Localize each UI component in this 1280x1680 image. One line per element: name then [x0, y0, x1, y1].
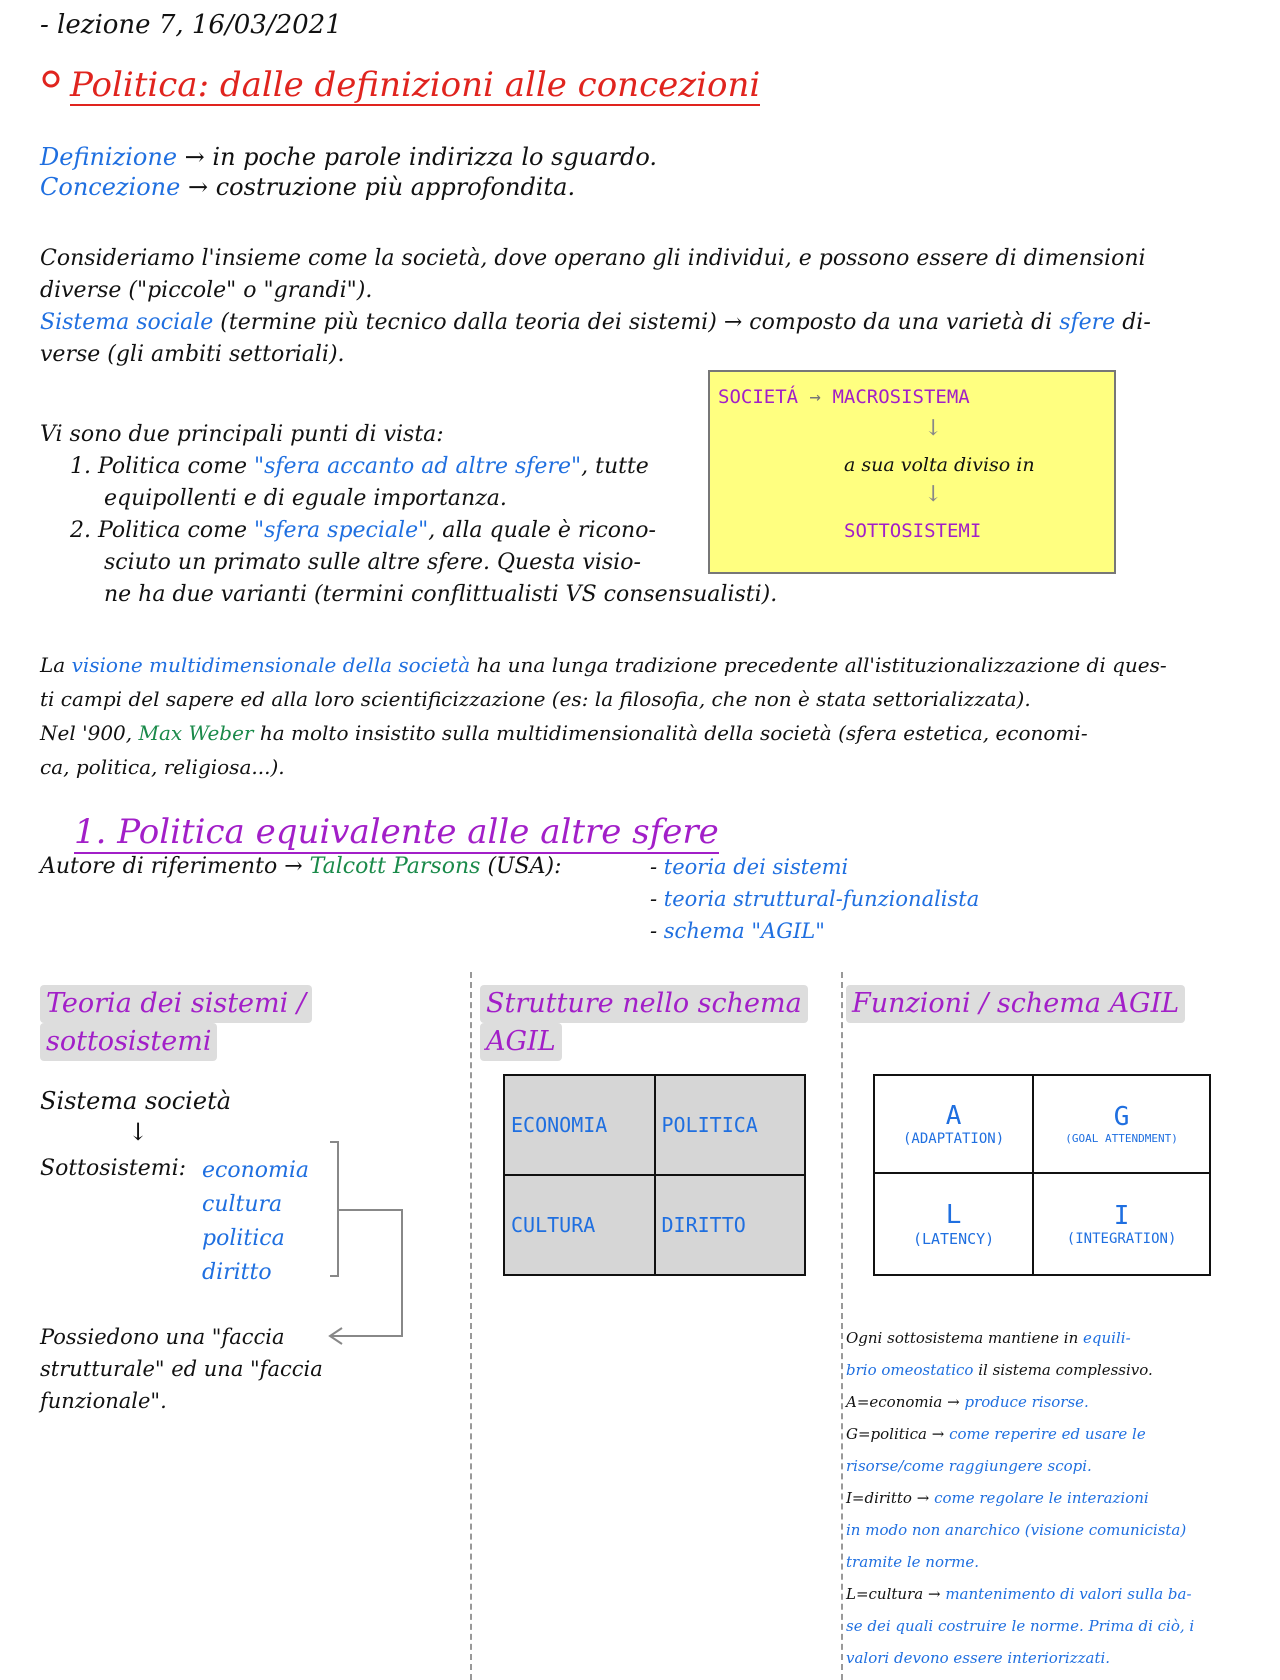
agil-grid — [873, 1074, 1211, 1276]
definizione-line — [40, 142, 657, 172]
sottosistemi-label: Sottosistemi: — [40, 1156, 187, 1181]
agil-letter: A — [945, 1100, 962, 1131]
punto-2-b: , alla quale è ricono- — [428, 518, 656, 543]
arrow-icon: → — [809, 386, 821, 408]
note-text: equili- — [1083, 1329, 1131, 1347]
para2-line4: ca, politica, religiosa...). — [40, 755, 285, 779]
note-text: mantenimento di valori sulla ba- — [945, 1585, 1192, 1603]
concezione-term: Concezione — [40, 173, 181, 201]
punto-2-c: sciuto un primato sulle altre sfere. Questa visio- — [104, 550, 641, 575]
col2-header-line: Strutture nello schema — [480, 985, 808, 1023]
bullet-text: schema "AGIL" — [663, 919, 825, 943]
concezione-line — [40, 172, 575, 202]
note-line: tramite le norme. — [846, 1553, 980, 1571]
down-arrow-icon: ↓ — [924, 482, 943, 507]
lecture-header: - lezione 7, 16/03/2021 — [40, 10, 342, 40]
definizione-text: in poche parole indirizza lo sguardo. — [212, 143, 658, 171]
col1-header-line: Teoria dei sistemi / — [40, 985, 312, 1023]
agil-label: (LATENCY) — [912, 1229, 995, 1248]
para2-rest1: ha una lunga tradizione precedente all'istituzionalizzazione di ques- — [476, 653, 1167, 677]
para2-la: La — [40, 653, 66, 677]
para1-line1: Consideriamo l'insieme come la società, dove operano gli individui, e possono essere di dimensioni — [40, 246, 1146, 271]
usa-label: (USA): — [487, 854, 562, 879]
possiedono-line: funzionale". — [40, 1389, 167, 1413]
bullet-text: teoria struttural-funzionalista — [663, 887, 980, 911]
punto-1-a: 1. Politica come — [70, 454, 247, 479]
autore-label: Autore di riferimento — [40, 854, 278, 879]
note-text: come reperire ed usare le — [949, 1425, 1146, 1443]
col2-header — [480, 985, 808, 1061]
sistema-sociale-line — [40, 308, 1151, 338]
section1-title: 1. Politica equivalente alle altre sfere — [74, 812, 719, 852]
note-text: come regolare le interazioni — [934, 1489, 1149, 1507]
para2-line3 — [40, 718, 1088, 748]
para1-line2: diverse ("piccole" o "grandi"). — [40, 278, 373, 303]
bracket-arrow-icon — [300, 1140, 410, 1380]
note-text: A=economia — [846, 1393, 943, 1411]
note-line — [846, 1322, 1276, 1354]
arrow-icon: → — [284, 854, 303, 879]
visione-multidimensionale: visione multidimensionale della società — [71, 653, 471, 677]
sistema-sociale-text2: composto da una varietà di — [749, 310, 1053, 335]
arrow-icon: → — [723, 310, 743, 335]
col3-header-line: Funzioni / schema AGIL — [846, 985, 1185, 1023]
punto-1 — [70, 452, 649, 482]
agil-letter: L — [945, 1199, 962, 1230]
di-word: di- — [1122, 310, 1151, 335]
sistema-sociale-term: Sistema sociale — [40, 310, 214, 335]
title-bullet — [40, 68, 62, 94]
col2-header-line: AGIL — [480, 1023, 562, 1061]
note-line: risorse/come raggiungere scopi. — [846, 1457, 1092, 1475]
sfere-word: sfere — [1059, 310, 1116, 335]
note-line: I=diritto → come regolare le interazioni — [846, 1489, 1149, 1507]
note-text: il sistema complessivo. — [978, 1361, 1153, 1379]
note-line: G=politica → come reperire ed usare le — [846, 1425, 1146, 1443]
col1-header — [40, 985, 312, 1061]
agil-letter: G — [1113, 1102, 1130, 1133]
parsons-bullet-2: - teoria struttural-funzionalista — [650, 887, 980, 911]
note-line: L=cultura → mantenimento di valori sulla ba- — [846, 1585, 1192, 1603]
middle-label: a sua volta diviso in — [844, 454, 1035, 476]
punto-2-highlight: "sfera speciale" — [253, 518, 429, 543]
note-text: L=cultura — [846, 1585, 924, 1603]
autore-line — [40, 852, 562, 882]
down-arrow-icon: ↓ — [128, 1118, 149, 1146]
agil-letter: I — [1113, 1200, 1130, 1231]
punto-2 — [70, 516, 656, 546]
agil-label: (INTEGRATION) — [1066, 1230, 1177, 1247]
page-title: Politica: dalle definizioni alle concezioni — [70, 65, 761, 105]
agil-label: (ADAPTATION) — [903, 1130, 1005, 1147]
agil-cell-l — [874, 1173, 1033, 1275]
punto-2-d: ne ha due varianti (termini conflittualisti VS consensualisti). — [104, 582, 778, 607]
note-text: produce risorse. — [964, 1393, 1089, 1411]
agil-cell-i — [1033, 1173, 1210, 1275]
note-line: se dei quali costruire le norme. Prima di ciò, i — [846, 1617, 1195, 1635]
talcott-parsons: Talcott Parsons — [309, 854, 481, 879]
punto-1-b: , tutte — [581, 454, 649, 479]
punto-1-c: equipollenti e di eguale importanza. — [104, 486, 507, 511]
possiedono-line: Possiedono una "faccia — [40, 1325, 285, 1349]
para2-line1 — [40, 650, 1167, 680]
note-text: I=diritto — [846, 1489, 912, 1507]
sottosistemi-label: SOTTOSISTEMI — [844, 520, 982, 542]
grid-cell-cultura: CULTURA — [504, 1175, 655, 1275]
sottosistema-item: politica — [202, 1226, 285, 1251]
sistema-sociale-line2: verse (gli ambiti settoriali). — [40, 342, 345, 367]
sottosistema-item: diritto — [202, 1260, 272, 1285]
bullet-text: teoria dei sistemi — [663, 855, 849, 879]
agil-notes — [846, 1322, 1276, 1674]
para2-line2: ti campi del sapere ed alla loro scientificizzazione (es: la filosofia, che non è stata settorializzata). — [40, 687, 1031, 711]
note-line: valori devono essere interiorizzati. — [846, 1649, 1111, 1667]
possiedono-line: strutturale" ed una "faccia — [40, 1357, 323, 1381]
punti-intro: Vi sono due principali punti di vista: — [40, 422, 444, 447]
agil-cell-a — [874, 1075, 1033, 1173]
definizione-term: Definizione — [40, 143, 178, 171]
parsons-bullet-3: - schema "AGIL" — [650, 919, 825, 943]
max-weber: Max Weber — [138, 721, 254, 745]
sottosistema-item: cultura — [202, 1192, 283, 1217]
grid-cell-economia: ECONOMIA — [504, 1075, 655, 1175]
col1-header-line: sottosistemi — [40, 1023, 217, 1061]
column-divider — [841, 972, 843, 1680]
sottosistema-item: economia — [202, 1158, 310, 1183]
strutture-grid — [503, 1074, 806, 1276]
note-text: brio omeostatico — [846, 1361, 974, 1379]
punto-2-a: 2. Politica come — [70, 518, 247, 543]
note-line — [846, 1354, 1276, 1386]
note-text: Ogni sottosistema mantiene in — [846, 1329, 1079, 1347]
column-divider — [470, 972, 472, 1680]
agil-label: (GOAL ATTENDMENT) — [1065, 1132, 1178, 1146]
sistema-sociale-text: (termine più tecnico dalla teoria dei sistemi) — [220, 310, 717, 335]
sistema-societa: Sistema società — [40, 1087, 232, 1115]
para2-rest3: ha molto insistito sulla multidimensionalità della società (sfera estetica, economi- — [259, 721, 1088, 745]
agil-cell-g — [1033, 1075, 1210, 1173]
down-arrow-icon: ↓ — [924, 416, 943, 441]
grid-cell-diritto: DIRITTO — [655, 1175, 806, 1275]
grid-cell-politica: POLITICA — [655, 1075, 806, 1175]
note-text: G=politica — [846, 1425, 927, 1443]
arrow-icon: → — [187, 173, 209, 201]
societa-label: SOCIETÁ — [718, 386, 799, 408]
note-line: in modo non anarchico (visione comunicista) — [846, 1521, 1187, 1539]
col3-header — [846, 985, 1185, 1023]
concezione-text: costruzione più approfondita. — [215, 173, 576, 201]
para2-nel: Nel '900, — [40, 721, 133, 745]
parsons-bullet-1: - teoria dei sistemi — [650, 855, 849, 879]
punto-1-highlight: "sfera accanto ad altre sfere" — [253, 454, 582, 479]
macrosistema-label: MACROSISTEMA — [832, 386, 970, 408]
arrow-icon: → — [184, 143, 205, 171]
societa-diagram-box — [708, 370, 1116, 574]
note-line: A=economia → produce risorse. — [846, 1393, 1089, 1411]
